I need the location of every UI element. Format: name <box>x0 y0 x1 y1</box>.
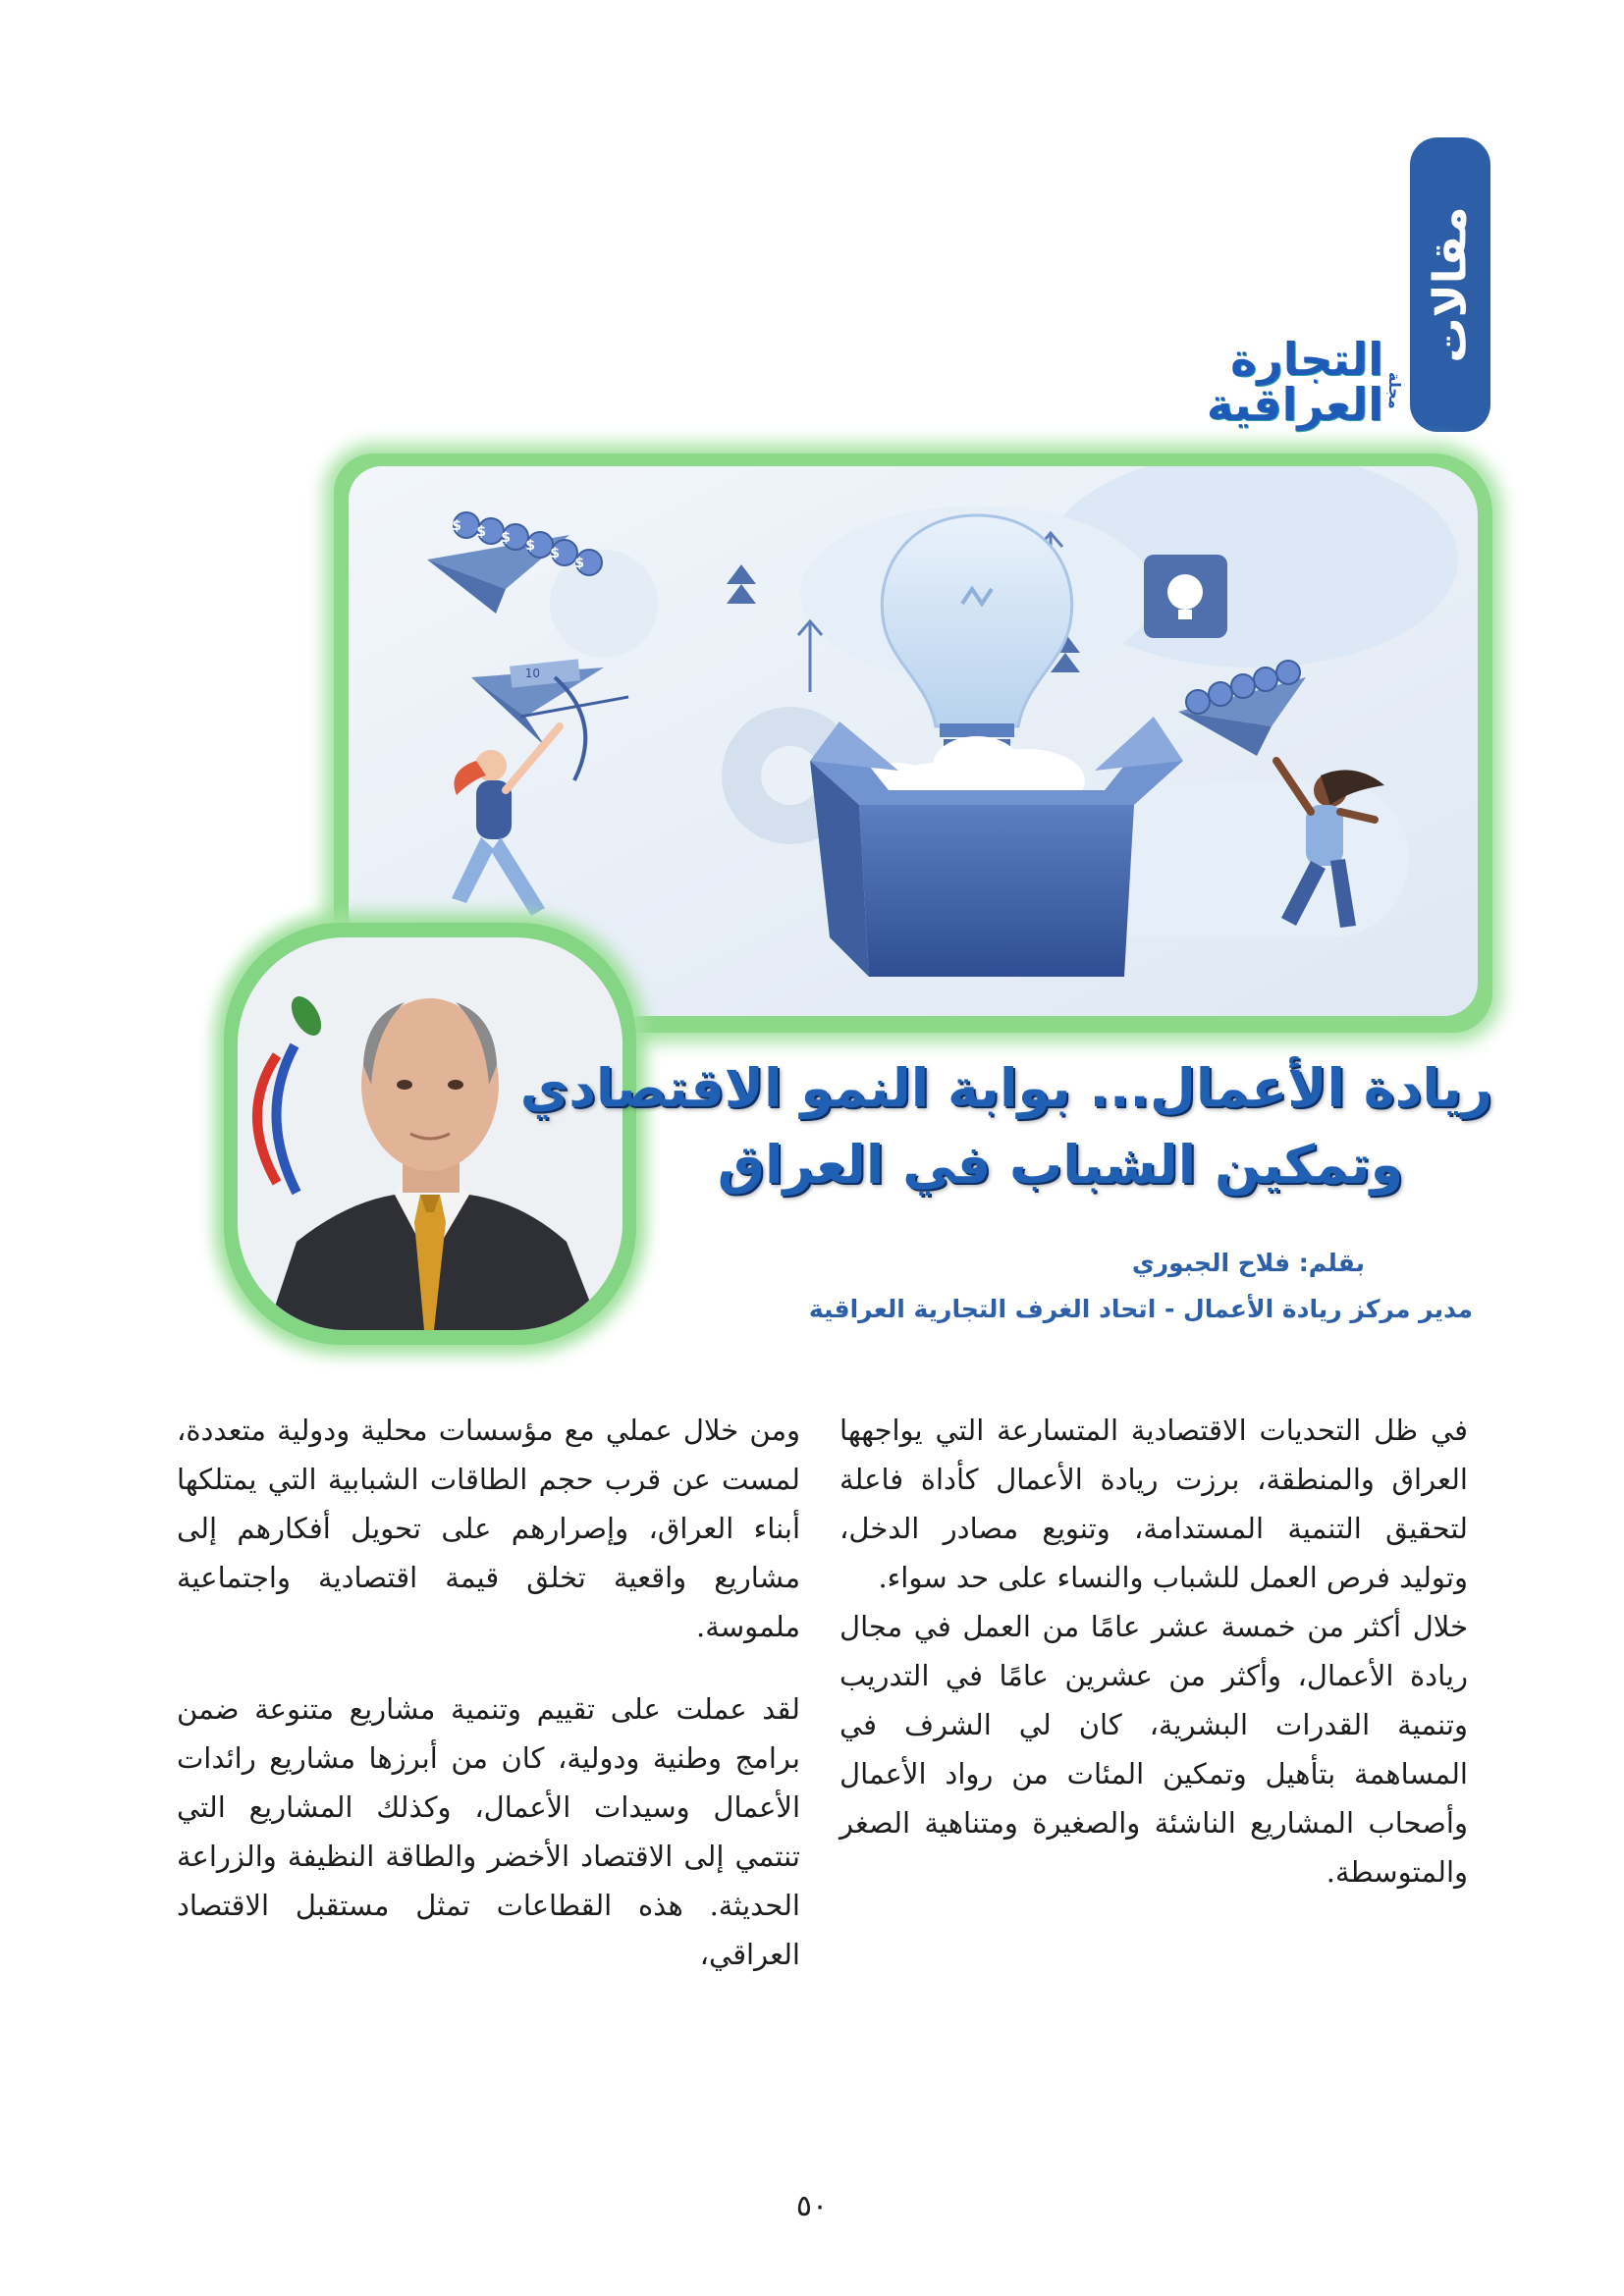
article-title-line-2: وتمكين الشباب في العراق <box>717 1134 1404 1196</box>
article-byline <box>687 1249 1473 1323</box>
section-tab-label: مقالات <box>1424 206 1477 363</box>
author-name: بقلم: فلاح الجبوري <box>1131 1249 1365 1277</box>
svg-text:$: $ <box>525 538 535 554</box>
body-column-left <box>177 1406 800 1979</box>
magazine-logo-name: التجارة العراقية <box>1206 333 1383 431</box>
svg-text:$: $ <box>501 530 511 546</box>
paragraph: ومن خلال عملي مع مؤسسات محلية ودولية متعددة، لمست عن قرب حجم الطاقات الشبابية التي يمتلكها أبناء العراق، وإصرارهم على تحويل أفكارهم إلى مشاريع واقعية تخلق قيمة اقتصادية واجتماعية ملموسة. <box>177 1414 800 1643</box>
paragraph: لقد عملت على تقييم وتنمية مشاريع متنوعة ضمن برامج وطنية ودولية، كان من أبرزها مشاريع رائدات الأعمال وسيدات الأعمال، وكذلك المشاريع التي تنتمي إلى الاقتصاد الأخضر والطاقة النظيفة والزراعة الحديثة. هذه القطاعات تمثل مستقبل الاقتصاد العراقي، <box>177 1692 800 1971</box>
magazine-logo-prefix: مجلة <box>1385 372 1404 409</box>
paragraph: في ظل التحديات الاقتصادية المتسارعة التي يواجهها العراق والمنطقة، برزت ريادة الأعمال كأداة فاعلة لتحقيق التنمية المستدامة، وتنويع مصادر الدخل، وتوليد فرص العمل للشباب والنساء على حد سواء. <box>839 1414 1468 1594</box>
body-column-right <box>839 1406 1468 1896</box>
idea-badge-icon <box>1144 555 1227 638</box>
section-tab <box>1410 137 1490 432</box>
article-title <box>519 1050 1492 1203</box>
paragraph: خلال أكثر من خمسة عشر عامًا من العمل في مجال ريادة الأعمال، وأكثر من عشرين عامًا في التدريب وتنمية القدرات البشرية، كان لي الشرف في المساهمة بتأهيل وتمكين المئات من رواد الأعمال وأصحاب المشاريع الناشئة والصغيرة ومتناهية الصغر والمتوسطة. <box>839 1610 1468 1889</box>
svg-text:$: $ <box>452 518 461 534</box>
svg-text:$: $ <box>550 546 560 561</box>
svg-text:$: $ <box>476 524 486 540</box>
article-title-line-1: ريادة الأعمال... بوابة النمو الاقتصادي <box>519 1057 1492 1119</box>
money-label: 10 <box>524 667 540 680</box>
magazine-logo <box>1080 333 1404 431</box>
author-photo <box>238 937 623 1330</box>
author-role: مدير مركز ريادة الأعمال - اتحاد الغرف التجارية العراقية <box>808 1295 1473 1323</box>
page-number: ٥٠ <box>795 2189 829 2223</box>
svg-text:$: $ <box>574 556 584 571</box>
